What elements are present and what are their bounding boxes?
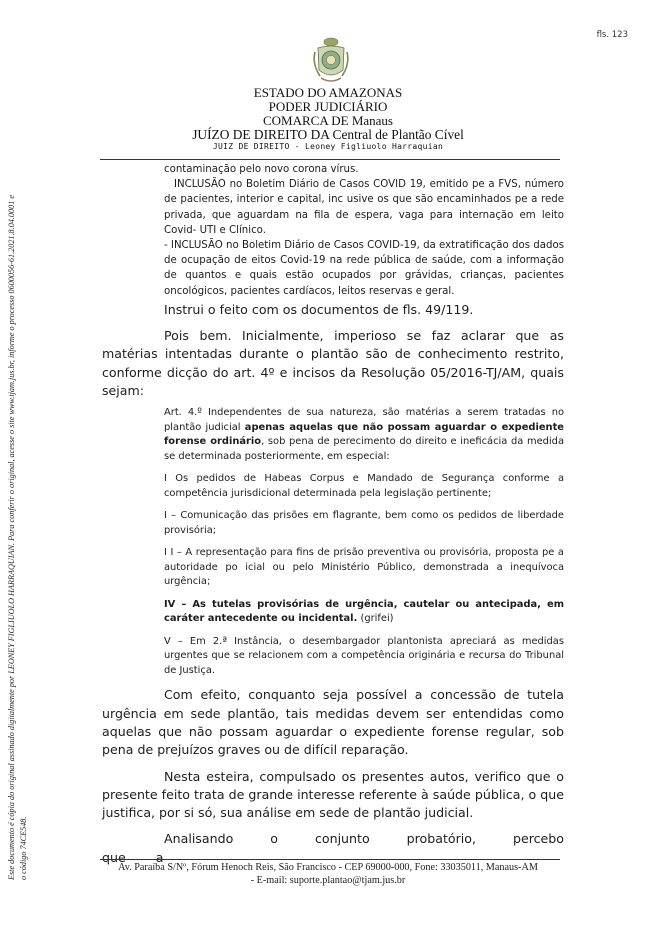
footer-divider (100, 859, 560, 860)
paragraph-com-efeito: Com efeito, conquanto seja possível a concessão de tutela urgência em sede plantão, tais medidas devem ser entendidas como aquelas que não possam aguardar o expediente forense regular, sob pena de prejuízos graves ou de difícil reparação. (102, 687, 564, 758)
quote-art-4: Art. 4.º Independentes de sua natureza, são matérias a serem tratadas no plantão judicial apenas aquelas que não possam aguardar o expediente forense ordinário, sob pena de perecimento do direito e ineficácia da medida se determinada posteriormente, em especial: (164, 407, 565, 462)
paragraph-pois-bem: Pois bem. Inicialmente, imperioso se faz aclarar que as matérias intentadas durante o plantão são de conhecimento restrito, conforme dicção do art. 4º e incisos da Resolução 05/2016-TJ/AM, quais sejam: (102, 328, 564, 399)
paragraph-instrui: Instrui o feito com os documentos de fls. 49/119. (164, 301, 474, 317)
coat-of-arms-icon (310, 36, 352, 86)
legal-quote (164, 406, 564, 678)
page-number: fls. 123 (596, 30, 628, 40)
paragraph-inclusao-2: - INCLUSÃO no Boletim Diário de Casos COVID-19, da extratificação dos dados de ocupação de eitos Covid-19 na rede pública de saúde, com a informação de quantos e quais estão ocupados por grávidas, crianças, pacientes oncológicos, pacientes cardíacos, leitos reservas e geral. (164, 240, 564, 297)
signature-note-line-2: o código 74CE548. (18, 816, 28, 880)
header-branch: PODER JUDICIÁRIO (268, 99, 388, 114)
quote-art-4-emphasis: apenas aquelas que não possam aguardar o expediente forense ordinário (164, 421, 565, 448)
signature-note-line-1: Este documento é cópia do original assinado digitalmente por LEONEY FIGLIUOLO HARRAQUIAN. Para conferir o original, acesse o site www.tjam.jus.br, informe o processo 0600056-61.2021.8.04.0001 e (7, 195, 16, 880)
footer-email: - E-mail: suporte.plantao@tjam.jus.br (250, 874, 406, 886)
paragraph-analisando: Analisando o conjunto probatório, percebo que a (102, 831, 564, 865)
document-footer (0, 862, 656, 887)
header-state: ESTADO DO AMAZONAS (253, 85, 403, 100)
quote-item-iv-emphasis: IV – As tutelas provisórias de urgência, cautelar ou antecipada, em caráter antecedente ou incidental. (164, 598, 564, 625)
header-judge: JUIZ DE DIREITO - Leoney Figliuolo Harraquian (212, 142, 444, 151)
quote-item-ii: I – Comunicação das prisões em flagrante, bem como os pedidos de liberdade provisória; (164, 510, 564, 536)
header-district: COMARCA DE Manaus (262, 113, 393, 128)
quote-item-iii: I I – A representação para fins de prisão preventiva ou provisória, proposta pe a autoridade po icial ou pelo Ministério Público, demonstrada a inequívoca urgência; (164, 547, 564, 588)
quote-item-i: I Os pedidos de Habeas Corpus e Mandado de Segurança conforme a competência jurisdicional determinada pela legislação pertinente; (164, 473, 564, 499)
paragraph-nesta-esteira: Nesta esteira, compulsado os presentes autos, verifico que o presente feito trata de grande interesse referente à saúde pública, o que justifica, por si só, sua análise em sede de plantão judicial. (102, 768, 564, 821)
header-court: JUÍZO DE DIREITO DA Central de Plantão Cível (192, 127, 464, 142)
document-body (102, 162, 564, 867)
document-header (0, 86, 656, 152)
footer-address: Av. Paraíba S/Nº, Fórum Henoch Reis, São Francisco - CEP 69000-000, Fone: 33035011, Manaus-AM (118, 862, 538, 873)
paragraph-contaminacao: contaminação pelo novo corona vírus. (164, 164, 359, 175)
digital-signature-note (6, 60, 42, 880)
header-divider (100, 159, 560, 160)
quote-item-iv: IV – As tutelas provisórias de urgência, cautelar ou antecipada, em caráter antecedente ou incidental. (grifei) (164, 598, 564, 625)
paragraph-inclusao-1: INCLUSÃO no Boletim Diário de Casos COVID 19, emitido pe a FVS, número de pacientes, interior e capital, inc usive os que são encaminhados pe a rede privada, que aguardam na fila de espera, vaga para internação em leito Covid- UTI e Clínico. (164, 179, 564, 236)
quote-item-v: V – Em 2.ª Instância, o desembargador plantonista apreciará as medidas urgentes que se relacionem com a competência originária e recursa do Tribunal de Justiça. (164, 635, 564, 676)
